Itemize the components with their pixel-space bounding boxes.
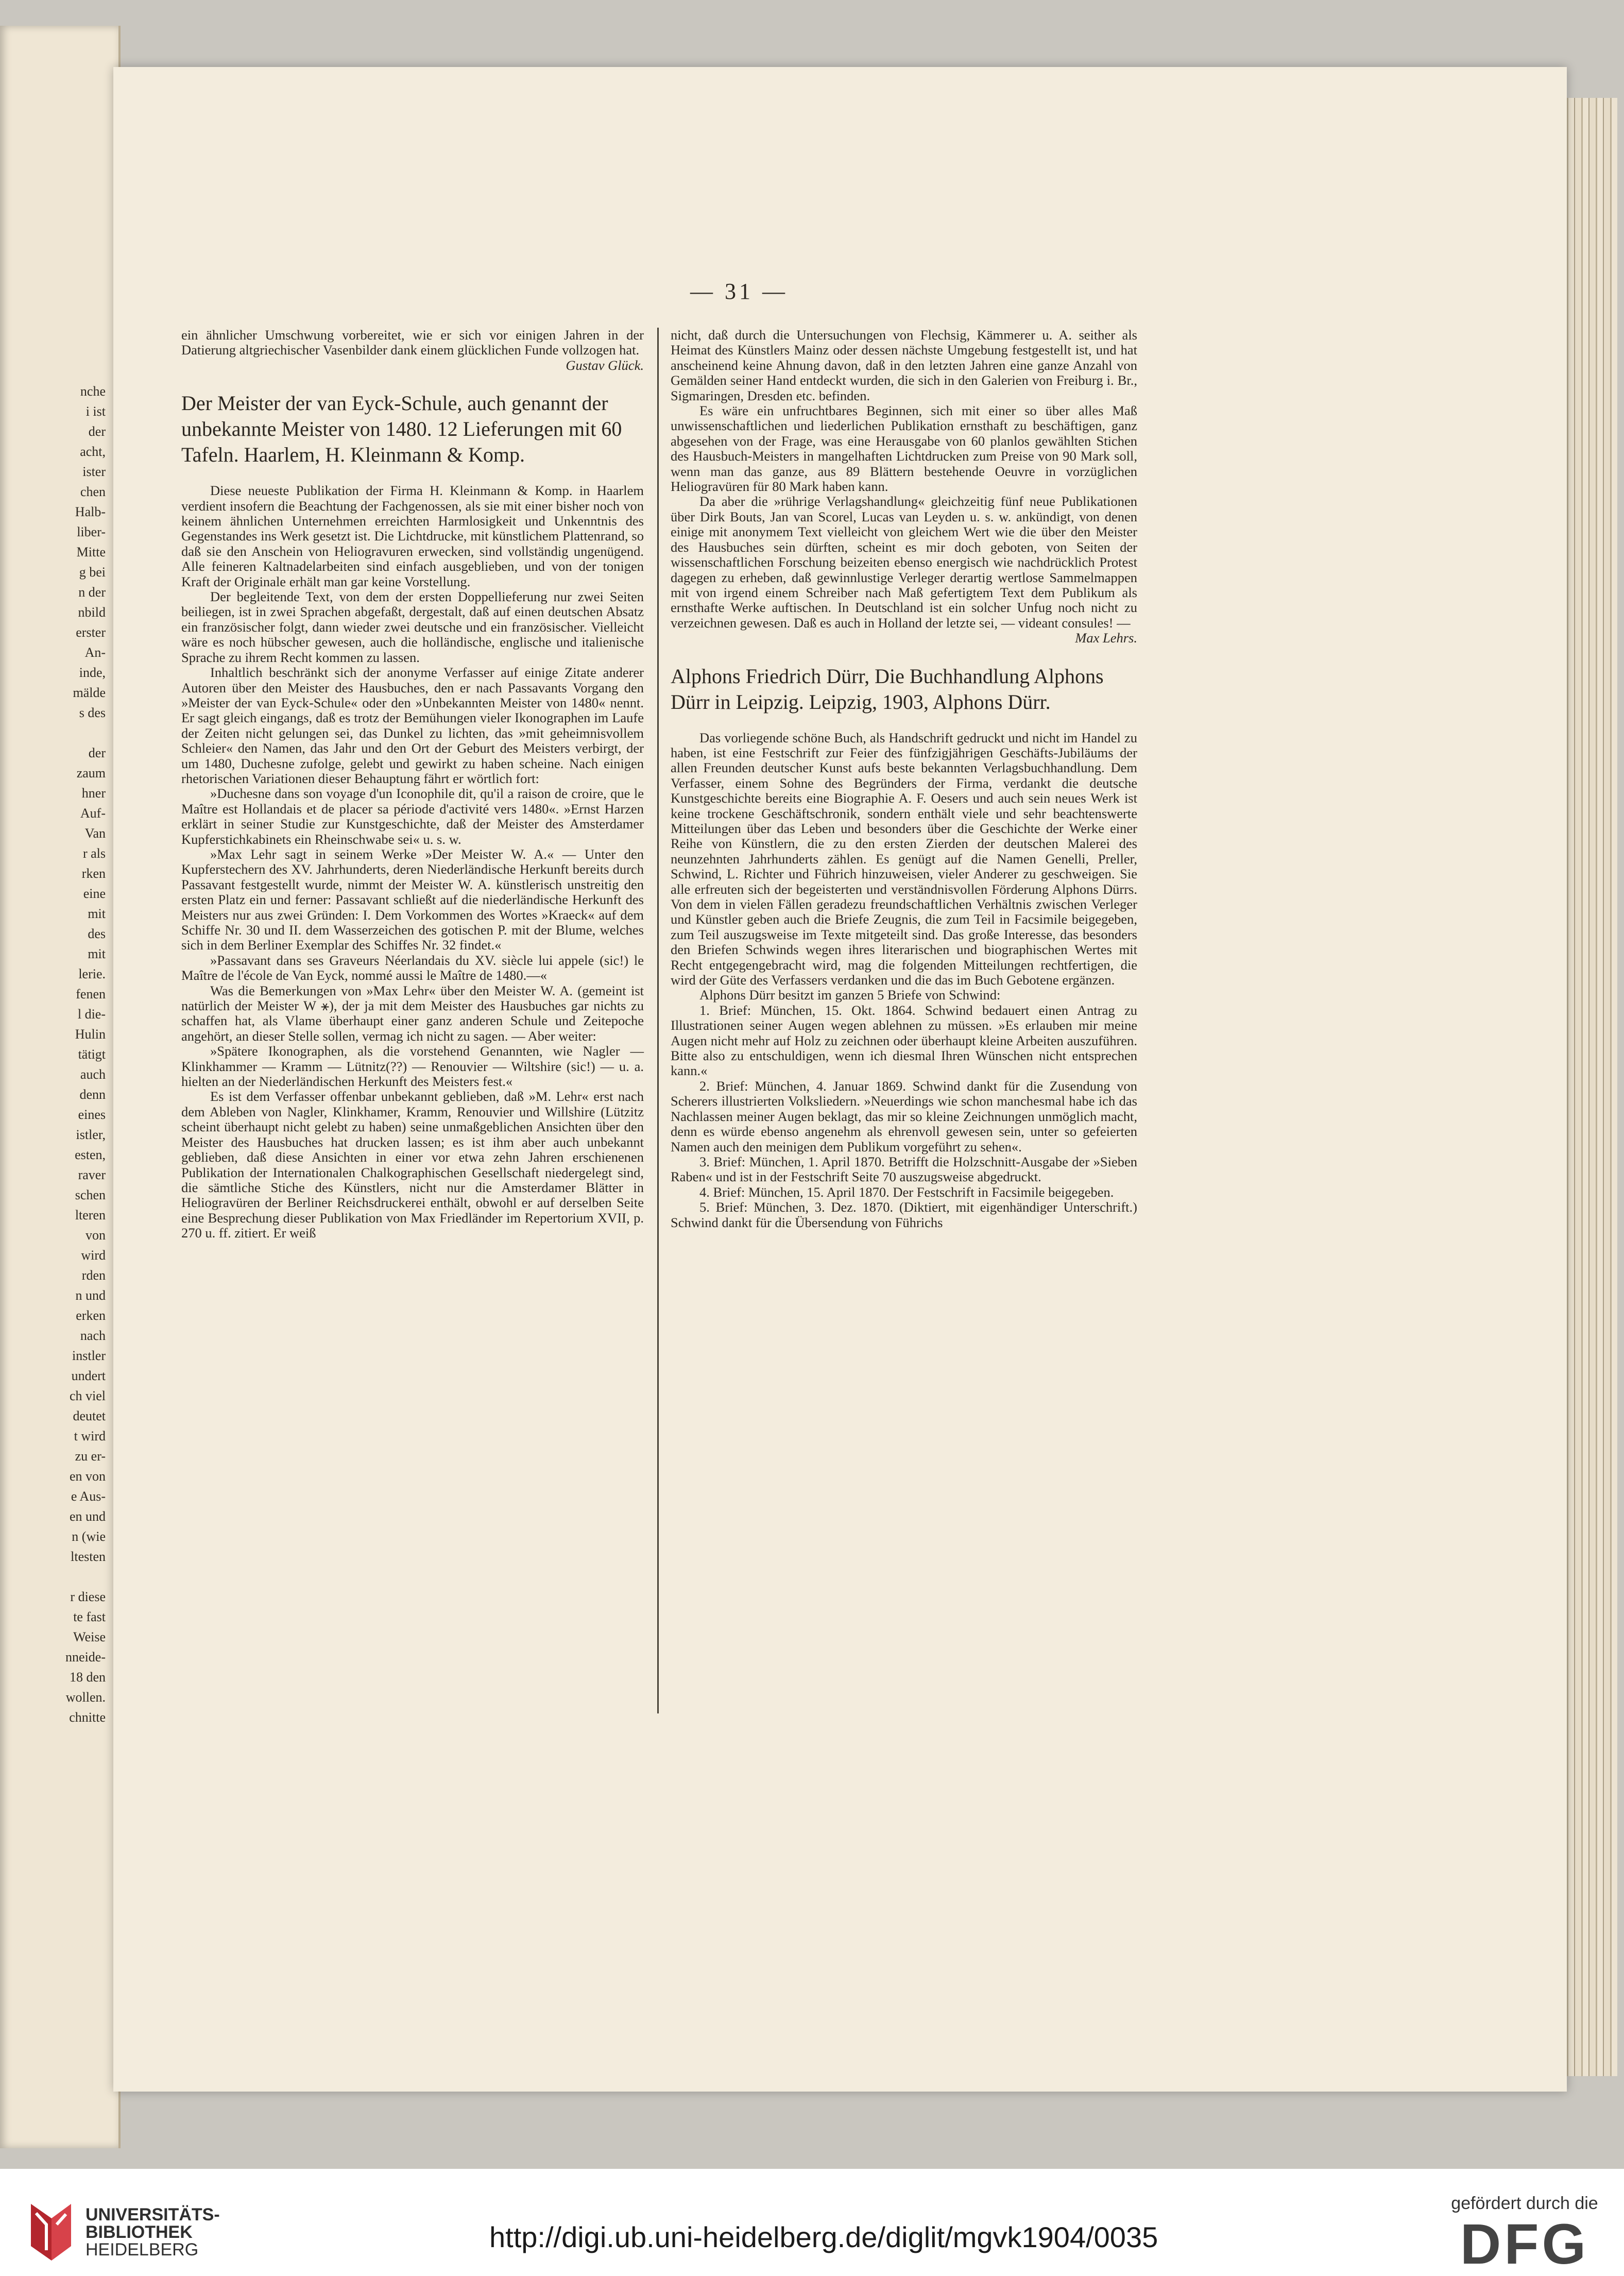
fragment-line: i ist [86, 404, 106, 419]
fragment-line: en und [69, 1509, 106, 1524]
fragment-line: rken [81, 866, 106, 881]
fragment-line: 18 den [69, 1670, 106, 1685]
body-paragraph: Diese neueste Publikation der Firma H. Kleinmann & Komp. in Haarlem verdient insofern die Beachtung der Fachgenossen, als sie mit einer bisher noch von keinem ähnlichen Unternehmen erreichten Harmlosigkeit und Unkenntnis des Gegenstandes ins Werk gesetzt ist. Die Lichtdrucke, mit künstlichem Plattenrand, so daß sie den Anschein von Heliogravuren erwecken, sind vollständig ungenügend. Alle feineren Kaltnadelarbeiten sind einfach ausgeblieben, und von der tonigen Kraft der Originale erhält man gar keine Vorstellung. [181, 483, 644, 589]
right-column [671, 328, 1137, 1230]
fragment-line: schen [75, 1187, 106, 1202]
fragment-line: lteren [75, 1208, 106, 1222]
fragment-line: nbild [78, 605, 106, 620]
fragment-line: t wird [74, 1429, 106, 1443]
fragment-line: erster [76, 625, 106, 640]
fragment-line: Weise [73, 1629, 106, 1644]
body-paragraph: nicht, daß durch die Untersuchungen von Flechsig, Kämmerer u. A. seither als Heimat des Künstlers Mainz oder dessen nächste Umgebung festgestellt ist, und hat anscheinend keine Ahnung davon, daß in den letzten Jahren eine ganze Anzahl von Gemälden seiner Hand entdeckt wurden, die sich in den Galerien von Freiburg i. Br., Sigmaringen, Dresden etc. befinden. [671, 327, 1137, 403]
footer-bar [0, 2169, 1624, 2276]
fragment-line: mit [88, 946, 106, 961]
fragment-line: chnitte [69, 1710, 106, 1725]
fragment-line: ch viel [69, 1388, 106, 1403]
body-paragraph: »Spätere Ikonographen, als die vorstehend Genannten, wie Nagler — Klinkhammer — Kramm — Lütnitz(??) — Renouvier — Wiltshire (sic!) — u. a. hielten an der Niederländischen Herkunft des Meisters fest.« [181, 1043, 644, 1090]
fragment-line: fenen [76, 987, 106, 1001]
fragment-line: des [88, 926, 106, 941]
body-paragraph: Was die Bemerkungen von »Max Lehr« über den Meister W. A. (gemeint ist natürlich der Meister W ⚹), der ja mit dem Meister des Hausbuches gar nichts zu schaffen hat, als Vlame überhaupt einer ganz anderen Schule und Zeitepoche angehört, an dieser Stelle sollen, vermag ich nicht zu sagen. — Aber weiter: [181, 982, 644, 1044]
fragment-line: Van [84, 826, 106, 841]
fragment-line: tätigt [78, 1047, 106, 1062]
intro-signature: Gustav Glück. [566, 357, 644, 373]
fragment-line: Mitte [76, 545, 106, 559]
review-heading-2: Alphons Friedrich Dürr, Die Buchhandlung Alphons Dürr in Leipzig. Leipzig, 1903, Alphons Dürr. [671, 664, 1104, 714]
funded-by-label: gefördert durch die [1451, 2194, 1598, 2213]
fragment-line: raver [78, 1167, 106, 1182]
fragment-line: lerie. [78, 966, 106, 981]
fragment-line: der [88, 745, 106, 760]
fragment-line: erken [76, 1308, 106, 1323]
fragment-line: An- [84, 645, 106, 660]
fragment-line: e Aus- [71, 1489, 106, 1504]
fragment-line: zu er- [75, 1449, 106, 1464]
body-paragraph: 1. Brief: München, 15. Okt. 1864. Schwind bedauert einen Antrag zu Illustrationen seiner Augen wegen ablehnen zu müssen. »Es erlauben mir meine Augen nicht mehr auf Holz zu zeichnen oder überhaupt kleine Arbeiten auszuführen. Bitte also zu entschuldigen, wenn ich diesmal Ihren Wünschen nicht entsprechen kann.« [671, 1002, 1137, 1079]
right-column-paragraphs-2 [671, 731, 1137, 1230]
fragment-line: r diese [70, 1589, 106, 1604]
body-paragraph: Da aber die »rührige Verlagshandlung« gleichzeitig fünf neue Publikationen über Dirk Bouts, Jan van Scorel, Lucas van Leyden u. s. w. ankündigt, von denen einige mit anonymem Text vielleicht von gleichem Wert wie die über den Meister des Hausbuches sein dürften, scheint es mir doch geboten, von Seiten der wissenschaftlichen Forschung beizeiten ebenso energisch wie nachdrücklich Protest dagegen zu erheben, daß gewinnlustige Verleger derartig wertlose Sammelmappen mit von irgend einem Schreiber nach Maß gefertigtem Text dem Publikum als ernsthafte Werke auftischen. In Deutschland ist ein solcher Unfug noch nicht zu verzeichnen gewesen. Daß es auch in Holland der letzte sei, — videant consules! — [671, 494, 1137, 631]
fragment-line: nneide- [65, 1650, 106, 1664]
library-name-line-3: HEIDELBERG [86, 2240, 199, 2260]
previous-page-text-fragments [0, 381, 106, 1727]
left-column [181, 328, 644, 1241]
fragment-line: inde, [79, 665, 106, 680]
page-stack-edges [1561, 98, 1617, 2076]
fragment-line: zaum [76, 766, 106, 780]
library-name-line-1: UNIVERSITÄTS- [86, 2205, 220, 2224]
fragment-line: wollen. [65, 1690, 106, 1705]
fragment-line: Halb- [75, 504, 106, 519]
fragment-line [0, 1567, 106, 1587]
fragment-line: esten, [75, 1147, 106, 1162]
fragment-line: acht, [80, 444, 106, 459]
fragment-line: n (wie [72, 1529, 106, 1544]
university-library-logo-icon [31, 2204, 71, 2261]
review-signature: Max Lehrs. [1075, 630, 1137, 646]
fragment-line: istler, [76, 1127, 106, 1142]
previous-page-edge [0, 26, 121, 2148]
library-name-line-2: BIBLIOTHEK [86, 2222, 193, 2242]
body-paragraph: »Duchesne dans son voyage d'un Iconophile dit, qu'il a raison de croire, que le Maître est Hollandais et de placer sa période d'activité vers 1480«. »Ernst Harzen erklärt in seiner Studie zur Kunstgeschichte, daß der Meister des Amsterdamer Kupferstichkabinets ein Rheinschwabe sei« u. s. w. [181, 786, 644, 847]
body-paragraph: 4. Brief: München, 15. April 1870. Der Festschrift in Facsimile beigegeben. [699, 1184, 1114, 1200]
page-number: — 31 — [690, 279, 788, 304]
fragment-line: g bei [79, 565, 106, 580]
body-paragraph: 3. Brief: München, 1. April 1870. Betrifft die Holzschnitt-Ausgabe der »Sieben Raben« und ist in der Festschrift Seite 70 auszugsweise abgedruckt. [671, 1153, 1137, 1185]
fragment-line: Hulin [75, 1027, 106, 1042]
fragment-line: undert [71, 1368, 106, 1383]
fragment-line: eine [83, 886, 106, 901]
fragment-line: deutet [73, 1408, 106, 1423]
fragment-line: denn [79, 1087, 106, 1102]
fragment-line: nche [80, 384, 106, 399]
fragment-line: nach [80, 1328, 106, 1343]
fragment-line: te fast [73, 1609, 106, 1624]
library-name [86, 2206, 220, 2258]
body-paragraph: Das vorliegende schöne Buch, als Handschrift gedruckt und nicht im Handel zu haben, ist eine Festschrift zur Feier des fünfzigjährigen Geschäfts-Jubiläums der allen Freunden deutscher Kunst aufs beste bekannten Verlagsbuchhandlung. Dem Verfasser, einem Sohne des Begründers der Firma, verdankt die deutsche Kunstgeschichte bereits eine Biographie A. F. Oesers und auch sein neues Werk ist keine trockene Geschäftschronik, sondern enthält viele und sehr beachtenswerte Mitteilungen über das Leben und besonders über die Geschichte der Werke einer Reihe von Künstlern, die zu den ersten Zierden der deutschen Malerei des neunzehnten Jahrhunderts zählen. Es genügt auf die Namen Genelli, Preller, Schwind, L. Richter und Führich hinzuweisen, vieler Anderer zu geschweigen. Sie alle erfreuten sich der begeisterten und verständnisvollen Förderung Alphons Dürrs. Von dem in vielen Fällen geradezu freundschaftlichen Verhältnis zwischen Verleger und Künstler geben auch die Briefe Zeugnis, die zum Teil in Facsimile beigegeben, zum Teil auszugsweise im Texte mitgeteilt sind. Das große Interesse, das besonders den Briefen Schwinds wegen ihres literarischen und biographischen Wertes mit Recht entgegengebracht wird, mag die folgenden Mitteilungen rechtfertigen, die wird der Güte des Verfassers verdanken und die das im Buch Gebotene ergänzen. [671, 729, 1137, 988]
column-divider [657, 328, 659, 1713]
fragment-line: n und [75, 1288, 106, 1303]
left-column-paragraphs [181, 483, 644, 1241]
body-paragraph: Der begleitende Text, von dem der ersten Doppellieferung nur zwei Seiten beiliegen, ist in zwei Sprachen abgefaßt, dergestalt, daß auf einen deutschen Absatz ein französischer folgt, dann wieder zwei deutsche und ein französischer. Vielleicht wäre es noch hübscher gewesen, auch die holländische, englische und italienische Sprache zu ihrem Recht kommen zu lassen. [181, 589, 644, 665]
fragment-line: mälde [73, 685, 106, 700]
fragment-line: auch [80, 1067, 106, 1082]
body-paragraph: Es wäre ein unfruchtbares Beginnen, sich mit einer so über alles Maß unwissenschaftlichen und liederlichen Publikation ernsthaft zu beschäftigen, ganz abgesehen von der Frage, was eine Herausgabe von 60 planlos gewählten Stichen des Hausbuch-Meisters in mangelhaften Lichtdrucken zum Preise von 90 Mark soll, wenn man das ganze, aus 89 Blättern bestehende Oeuvre in vorzüglichen Heliogravüren für 80 Mark haben kann. [671, 403, 1137, 495]
review-heading-1: Der Meister der van Eyck-Schule, auch genannt der unbekannte Meister von 1480. 12 Lieferungen mit 60 Tafeln. Haarlem, H. Kleinmann & Komp. [181, 392, 622, 467]
right-column-paragraphs [671, 328, 1137, 631]
fragment-line: von [86, 1228, 106, 1243]
body-paragraph: »Max Lehr sagt in seinem Werke »Der Meister W. A.« — Unter den Kupferstechern des XV. Jahrhunderts, deren Niederländische Herkunft bereits durch Passavant festgestellt wurde, nimmt der Meister W. A. künstlerisch unstreitig den ersten Platz ein und ferner: Passavant schließt auf die niederländische Herkunft des Meisters nur aus zwei Gründen: I. Dem Vorkommen des Wortes »Kraeck« auf dem Schiffe Nr. 30 und II. dem Wasserzeichen des gotischen P. mit der Blume, welches sich in dem Berliner Exemplar des Schiffes Nr. 32 findet.« [181, 846, 644, 953]
fragment-line: hner [81, 786, 106, 801]
fragment-line: eines [78, 1107, 106, 1122]
body-paragraph: 2. Brief: München, 4. Januar 1869. Schwind dankt für die Zusendung von Scherers illustrierten Volksliedern. »Neuerdings wie schon manchesmal habe ich das Nachlassen meiner Augen beklagt, das mir so kleine Zeichnungen unmöglich macht, denn es würde ebenso angenehm als ehrenvoll gewesen sein, unter so gefeierten Namen auch den meinigen dem Publikum vorgeführt zu sehen«. [671, 1078, 1137, 1154]
fragment-line: n der [78, 585, 106, 600]
fragment-line: Auf- [80, 806, 106, 821]
fragment-line: l die- [77, 1007, 106, 1022]
fragment-line: ister [82, 464, 106, 479]
fragment-line: der [88, 424, 106, 439]
intro-paragraph: ein ähnlicher Umschwung vorbereitet, wie er sich vor einigen Jahren in der Datierung altgriechischer Vasenbilder dank einem glücklichen Funde vollzogen hat. [181, 327, 644, 358]
body-paragraph: 5. Brief: München, 3. Dez. 1870. (Diktiert, mit eigenhändiger Unterschrift.) Schwind dankt für die Übersendung von Führichs [671, 1199, 1137, 1230]
fragment-line: liber- [77, 524, 106, 539]
fragment-line: ltesten [71, 1549, 106, 1564]
dfg-logo: DFG [1460, 2213, 1589, 2276]
body-paragraph: Es ist dem Verfasser offenbar unbekannt geblieben, daß »M. Lehr« erst nach dem Ableben von Nagler, Klinkhamer, Kramm, Renouvier und Willshire (Lützitz scheint überhaupt nicht gelebt zu haben) seine unmaßgeblichen Ansichten über den Meister des Hausbuches hat drucken lassen; es ist ihm aber auch unbekannt geblieben, daß diese Ansichten in einer vor etwa zehn Jahren erschienenen Publikation der Internationalen Chalkographischen Gesellschaft niedergelegt sind, die sämtliche Stiche des Künstlers, nicht nur die Amsterdamer Blätter in Heliogravüren der Berliner Reichsdruckerei enthält, obwohl er auf derselben Seite eine Besprechung dieser Publikation von Max Friedländer im Repertorium XVII, p. 270 u. ff. zitiert. Er weiß [181, 1089, 644, 1241]
fragment-line: mit [88, 906, 106, 921]
fragment-line: chen [80, 484, 106, 499]
fragment-line: rden [81, 1268, 106, 1283]
fragment-line: instler [72, 1348, 106, 1363]
body-paragraph: Inhaltlich beschränkt sich der anonyme Verfasser auf einige Zitate anderer Autoren über den Meister des Hausbuches, den er nach Passavants Vorgang den »Meister der van Eyck-Schule« oder den »Unbekannten Meister von 1480« nennt. Er sagt gleich eingangs, daß es trotz der Bemühungen vieler Ikonographen im Laufe der Zeiten nicht gelungen sei, das Dunkel zu lichten, das »mit geheimnisvollem Schleier« den Namen, das Jahr und den Ort der Geburt des Meisters verbirgt, der um 1480, Duchesne zufolge, gelebt und gewirkt zu haben scheine. Nach einigen rhetorischen Variationen dieser Behauptung fährt er wörtlich fort: [181, 665, 644, 786]
fragment-line [0, 723, 106, 743]
fragment-line: wird [81, 1248, 106, 1263]
permalink-url[interactable]: http://digi.ub.uni-heidelberg.de/diglit/mgvk1904/0035 [489, 2221, 1158, 2253]
fragment-line: en von [69, 1469, 106, 1484]
body-paragraph: Alphons Dürr besitzt im ganzen 5 Briefe von Schwind: [699, 987, 1001, 1003]
fragment-line: r als [82, 846, 106, 861]
fragment-line: s des [79, 705, 106, 720]
body-paragraph: »Passavant dans ses Graveurs Néerlandais du XV. siècle lui appele (sic!) le Maître de l'école de Van Eyck, nommé aussi le Maître de 1480.—« [181, 952, 644, 983]
